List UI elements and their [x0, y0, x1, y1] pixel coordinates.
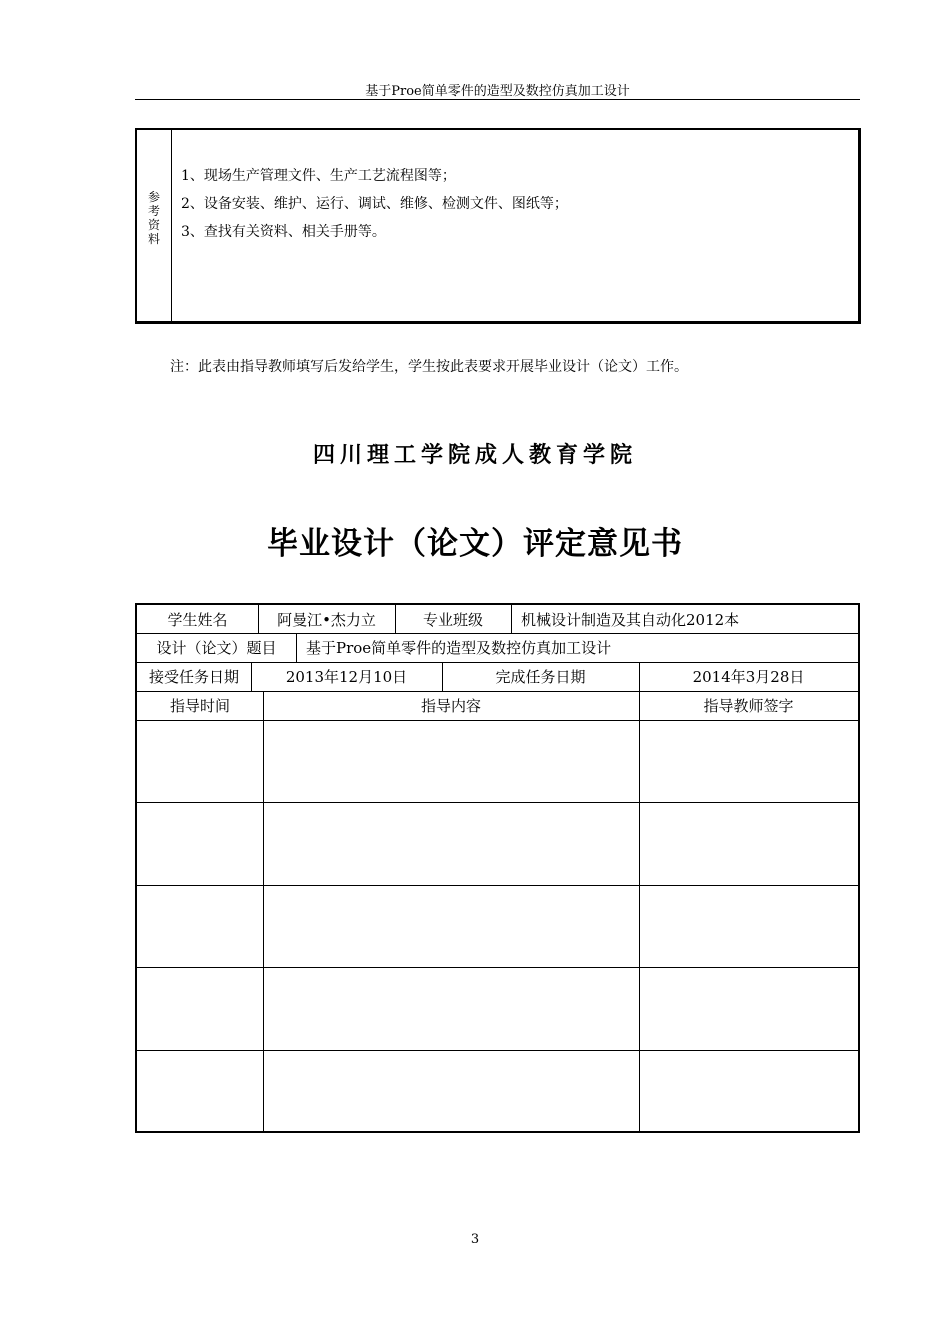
reference-label-char: 料	[147, 232, 160, 246]
reference-materials-box	[135, 128, 861, 324]
class-value: 机械设计制造及其自动化2012本	[521, 610, 740, 629]
finish-date-label: 完成任务日期	[495, 668, 586, 686]
running-header: 基于Proe简单零件的造型及数控仿真加工设计	[365, 84, 630, 99]
row-line	[137, 802, 858, 803]
reference-label-char: 参	[147, 190, 160, 204]
reference-list	[181, 162, 568, 246]
reference-item: 2、设备安装、维护、运行、调试、维修、检测文件、图纸等；	[181, 196, 568, 212]
row-line	[137, 885, 858, 886]
col-line	[511, 605, 512, 633]
topic-value: 基于Proe简单零件的造型及数控仿真加工设计	[306, 639, 612, 657]
column-header-signature: 指导教师签字	[703, 697, 794, 715]
reference-label-char: 考	[147, 204, 160, 218]
header-rule	[135, 99, 860, 100]
reference-label-cell	[137, 130, 172, 321]
class-label: 专业班级	[422, 610, 483, 629]
reference-item: 3、查找有关资料、相关手册等。	[181, 224, 386, 240]
start-date-label: 接受任务日期	[148, 668, 239, 686]
reference-label-char: 资	[147, 218, 160, 232]
finish-date-value: 2014年3月28日	[692, 668, 805, 686]
evaluation-form-table	[135, 603, 860, 1133]
column-header-content: 指导内容	[420, 697, 481, 715]
topic-label: 设计（论文）题目	[156, 639, 277, 657]
column-header-time: 指导时间	[169, 697, 230, 715]
form-note: 注：此表由指导教师填写后发给学生，学生按此表要求开展毕业设计（论文）工作。	[170, 359, 688, 375]
col-line	[263, 691, 264, 1131]
reference-item: 1、现场生产管理文件、生产工艺流程图等；	[181, 168, 456, 184]
student-name-value: 阿曼江•杰力立	[277, 610, 376, 629]
col-line	[296, 633, 297, 662]
start-date-value: 2013年12月10日	[285, 668, 408, 686]
col-line	[639, 691, 640, 1131]
row-line	[137, 1050, 858, 1051]
institution-name: 四川理工学院成人教育学院	[312, 443, 637, 468]
reference-label	[137, 190, 171, 246]
student-name-label: 学生姓名	[167, 610, 228, 629]
row-line	[137, 967, 858, 968]
document-title: 毕业设计（论文）评定意见书	[267, 526, 683, 562]
page-number: 3	[470, 1232, 480, 1247]
row-line	[137, 720, 858, 721]
